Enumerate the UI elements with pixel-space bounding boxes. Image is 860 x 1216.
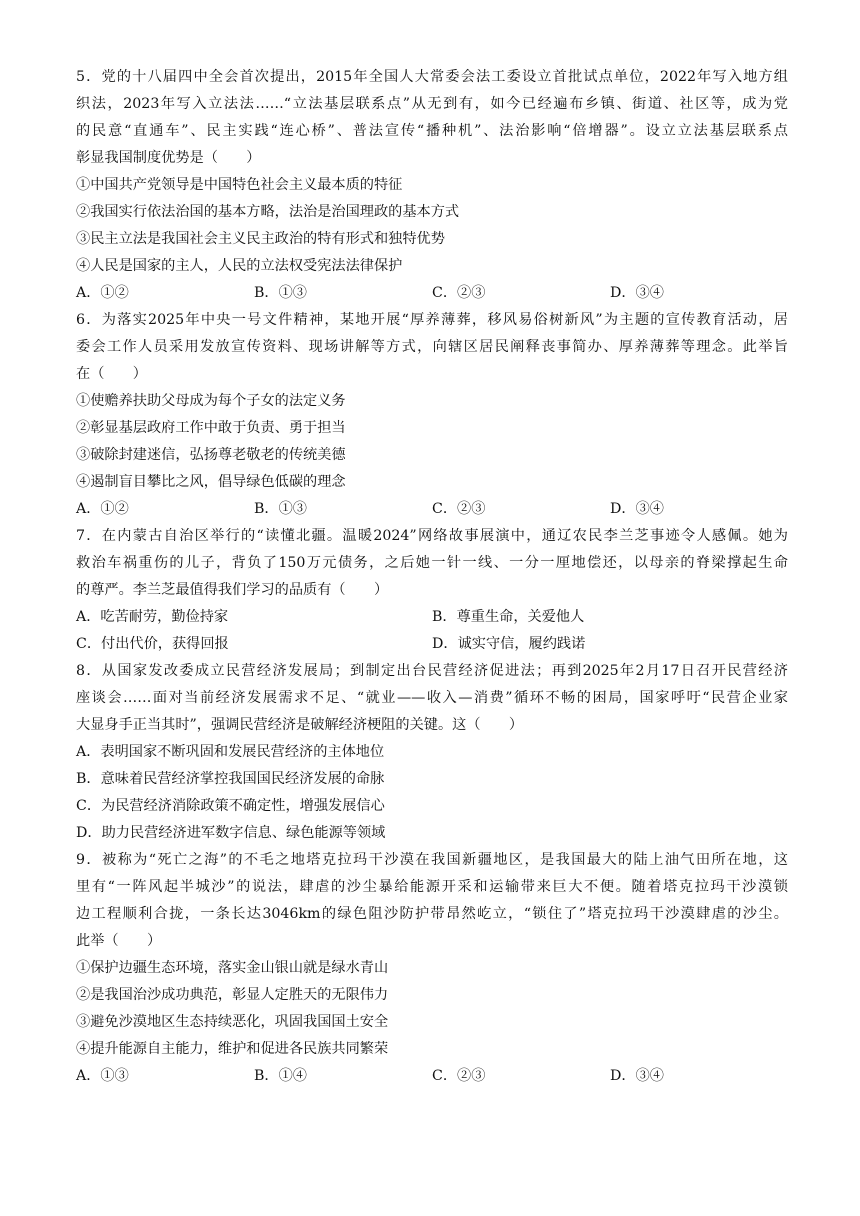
statement-item: ④提升能源自主能力，维护和促进各民族共同繁荣 — [76, 1041, 389, 1057]
option-a: A．①③ — [76, 1068, 129, 1084]
option-d: D．③④ — [610, 285, 664, 301]
statement-item: ①保护边疆生态环境，落实金山银山就是绿水青山 — [76, 960, 389, 976]
statement-item: ②彰显基层政府工作中敢于负责、勇于担当 — [76, 420, 346, 436]
answer-options — [76, 496, 788, 523]
question-stem-line: 7．在内蒙古自治区举行的“读懂北疆。温暖2024”网络故事展演中，通辽农民李兰芝事迹令人感佩。她为 — [76, 528, 788, 544]
statement-item: ①使赡养扶助父母成为每个子女的法定义务 — [76, 393, 346, 409]
statement-item: ③民主立法是我国社会主义民主政治的特有形式和独特优势 — [76, 231, 445, 247]
option-d: D．助力民营经济进军数字信息、绿色能源等领域 — [76, 825, 386, 841]
statement-item: ②是我国治沙成功典范，彰显人定胜天的无限伟力 — [76, 987, 389, 1003]
statement-item: ④遏制盲目攀比之风，倡导绿色低碳的理念 — [76, 474, 346, 490]
option-c: C．②③ — [432, 501, 486, 517]
option-a: A．①② — [76, 285, 129, 301]
question-stem-line: 座谈会……面对当前经济发展需求不足、“就业——收入—消费”循环不畅的困局，国家呼吁“民营企业家 — [76, 690, 788, 706]
question-stem-line: 的尊严。李兰芝最值得我们学习的品质有（ ） — [76, 582, 389, 598]
option-a: A．吃苦耐劳，勤俭持家 — [76, 609, 229, 625]
question-stem-line: 救治车祸重伤的儿子，背负了150万元债务，之后她一针一线、一分一厘地偿还，以母亲的脊梁撑起生命 — [76, 555, 788, 571]
option-d: D．③④ — [610, 501, 664, 517]
question-9 — [76, 847, 788, 1090]
statement-item: ①中国共产党领导是中国特色社会主义最本质的特征 — [76, 177, 403, 193]
question-5 — [76, 64, 788, 307]
option-b: B．①③ — [254, 501, 307, 517]
option-a: A．①② — [76, 501, 129, 517]
option-c: C．付出代价，获得回报 — [76, 636, 229, 652]
question-stem-line: 的民意“直通车”、民主实践“连心桥”、普法宣传“播种机”、法治影响“倍增器”。设立立法基层联系点 — [76, 123, 788, 139]
question-stem-line: 彰显我国制度优势是（ ） — [76, 150, 261, 166]
question-6 — [76, 307, 788, 523]
statement-item: ②我国实行依法治国的基本方略，法治是治国理政的基本方式 — [76, 204, 460, 220]
question-stem-line: 在（ ） — [76, 366, 147, 382]
question-list — [76, 64, 788, 1090]
question-8 — [76, 658, 788, 847]
question-stem-line: 5．党的十八届四中全会首次提出，2015年全国人大常委会法工委设立首批试点单位，2022年写入地方组 — [76, 69, 788, 85]
question-stem-line: 里有“一阵风起半城沙”的说法，肆虐的沙尘暴给能源开采和运输带来巨大不便。随着塔克拉玛干沙漠锁 — [76, 879, 788, 895]
question-stem-line: 9．被称为“死亡之海”的不毛之地塔克拉玛干沙漠在我国新疆地区，是我国最大的陆上油气田所在地，这 — [76, 852, 788, 868]
statement-item: ④人民是国家的主人，人民的立法权受宪法法律保护 — [76, 258, 403, 274]
answer-options — [76, 280, 788, 307]
question-stem-line: 6．为落实2025年中央一号文件精神，某地开展“厚养薄葬，移风易俗树新风”为主题的宣传教育活动，居 — [76, 312, 788, 328]
option-c: C．为民营经济消除政策不确定性，增强发展信心 — [76, 798, 385, 814]
option-b: B．意味着民营经济掌控我国国民经济发展的命脉 — [76, 771, 385, 787]
question-stem-line: 织法，2023年写入立法法……“立法基层联系点”从无到有，如今已经遍布乡镇、街道、社区等，成为党 — [76, 96, 788, 112]
question-stem-line: 此举（ ） — [76, 933, 162, 949]
option-b: B．①④ — [254, 1068, 307, 1084]
option-c: C．②③ — [432, 1068, 486, 1084]
answer-options-row-2 — [76, 631, 788, 658]
option-b: B．①③ — [254, 285, 307, 301]
question-stem-line: 委会工作人员采用发放宣传资料、现场讲解等方式，向辖区居民阐释丧事简办、厚养薄葬等理念。此举旨 — [76, 339, 788, 355]
option-d: D．诚实守信，履约践诺 — [432, 636, 586, 652]
question-7 — [76, 523, 788, 658]
option-c: C．②③ — [432, 285, 486, 301]
statement-item: ③避免沙漠地区生态持续恶化，巩固我国国土安全 — [76, 1014, 389, 1030]
answer-options-row-1 — [76, 604, 788, 631]
question-stem-line: 8．从国家发改委成立民营经济发展局；到制定出台民营经济促进法；再到2025年2月17日召开民营经济 — [76, 663, 788, 679]
option-b: B．尊重生命，关爱他人 — [432, 609, 585, 625]
question-stem-line: 边工程顺利合拢，一条长达3046km的绿色阻沙防护带昂然屹立，“锁住了”塔克拉玛干沙漠肆虐的沙尘。 — [76, 906, 788, 922]
option-d: D．③④ — [610, 1068, 664, 1084]
question-stem-line: 大显身手正当其时”，强调民营经济是破解经济梗阻的关键。这（ ） — [76, 717, 524, 733]
option-a: A．表明国家不断巩固和发展民营经济的主体地位 — [76, 744, 385, 760]
answer-options — [76, 1063, 788, 1090]
statement-item: ③破除封建迷信，弘扬尊老敬老的传统美德 — [76, 447, 346, 463]
